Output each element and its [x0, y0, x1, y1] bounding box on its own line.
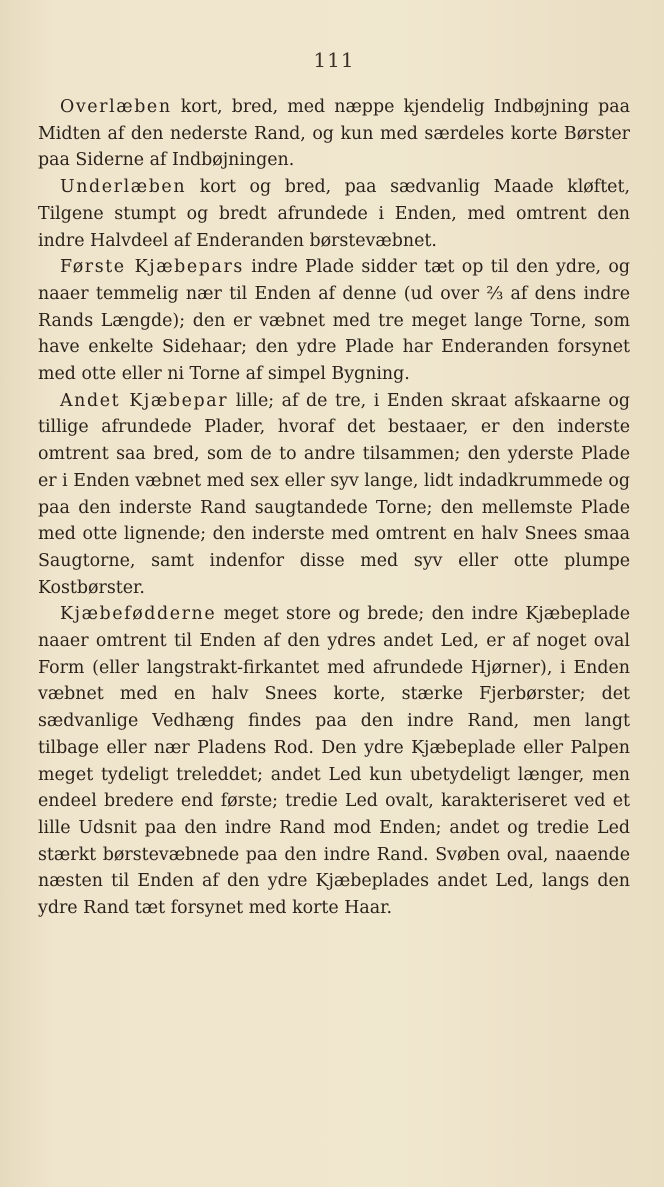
paragraph-term: Overlæben: [60, 97, 172, 117]
paragraph-text: lille; af de tre, i Enden skraat afskaarne og tillige afrundede Plader, hvoraf det bestaaer, er den inderste omtrent saa bred, som de to andre tilsammen; den yderste Plade er i Enden væbnet med sex eller syv lange, lidt indadkrummede og paa den inderste Rand saugtandede Torne; den mellemste Plade med otte lignende; den inderste med omtrent en halv Snees smaa Saugtorne, samt indenfor disse med syv eller otte plumpe Kostbørster.: [38, 390, 630, 598]
paragraph-text: kort og bred, paa sædvanlig Maade kløftet, Tilgene stumpt og bredt afrundede i Enden, med omtrent den indre Halvdeel af Enderanden børstevæbnet.: [38, 177, 630, 251]
paragraph-andet-kjaebepar: [38, 388, 630, 602]
page-number: 111: [313, 48, 355, 72]
paragraph-term: Andet Kjæbepar: [60, 390, 229, 411]
paragraph-overlaeben: [38, 94, 630, 174]
paragraph-term: Underlæben: [60, 177, 187, 198]
paragraph-term: Første Kjæbepars: [60, 257, 244, 278]
paragraph-text: indre Plade sidder tæt op til den ydre, og naaer temmelig nær til Enden af denne (ud over ⅔ af dens indre Rands Længde); den er væbnet med tre meget lange Torne, som have enkelte Sidehaar; den ydre Plade har Enderanden forsynet med otte eller ni Torne af simpel Bygning.: [38, 257, 630, 385]
paragraph-term: Kjæbefødderne: [60, 604, 217, 625]
paragraph-underlaeben: [38, 174, 630, 254]
paragraph-foerste-kjaebepar: [38, 254, 630, 388]
paragraph-text: meget store og brede; den indre Kjæbeplade naaer omtrent til Enden af den ydres andet Led, er af noget oval Form (eller langstrakt-firkantet med afrundede Hjørner), i Enden væbnet med en halv Snees korte, stærke Fjerbørster; det sædvanlige Vedhæng findes paa den indre Rand, men langt tilbage eller nær Pladens Rod. Den ydre Kjæbeplade eller Palpen meget tydeligt treleddet; andet Led kun ubetydeligt længer, men endeel bredere end første; tredie Led ovalt, karakteriseret ved et lille Udsnit paa den indre Rand mod Enden; andet og tredie Led stærkt børstevæbnede paa den indre Rand. Svøben oval, naaende næsten til Enden af den ydre Kjæbeplades andet Led, langs den ydre Rand tæt forsynet med korte Haar.: [38, 604, 630, 919]
paragraph-text: kort, bred, med næppe kjendelig Indbøjning paa Midten af den nederste Rand, og kun med særdeles korte Børster paa Siderne af Indbøjningen.: [38, 97, 630, 171]
body-text: [38, 94, 630, 922]
paragraph-kjaebefoedderne: [38, 601, 630, 921]
